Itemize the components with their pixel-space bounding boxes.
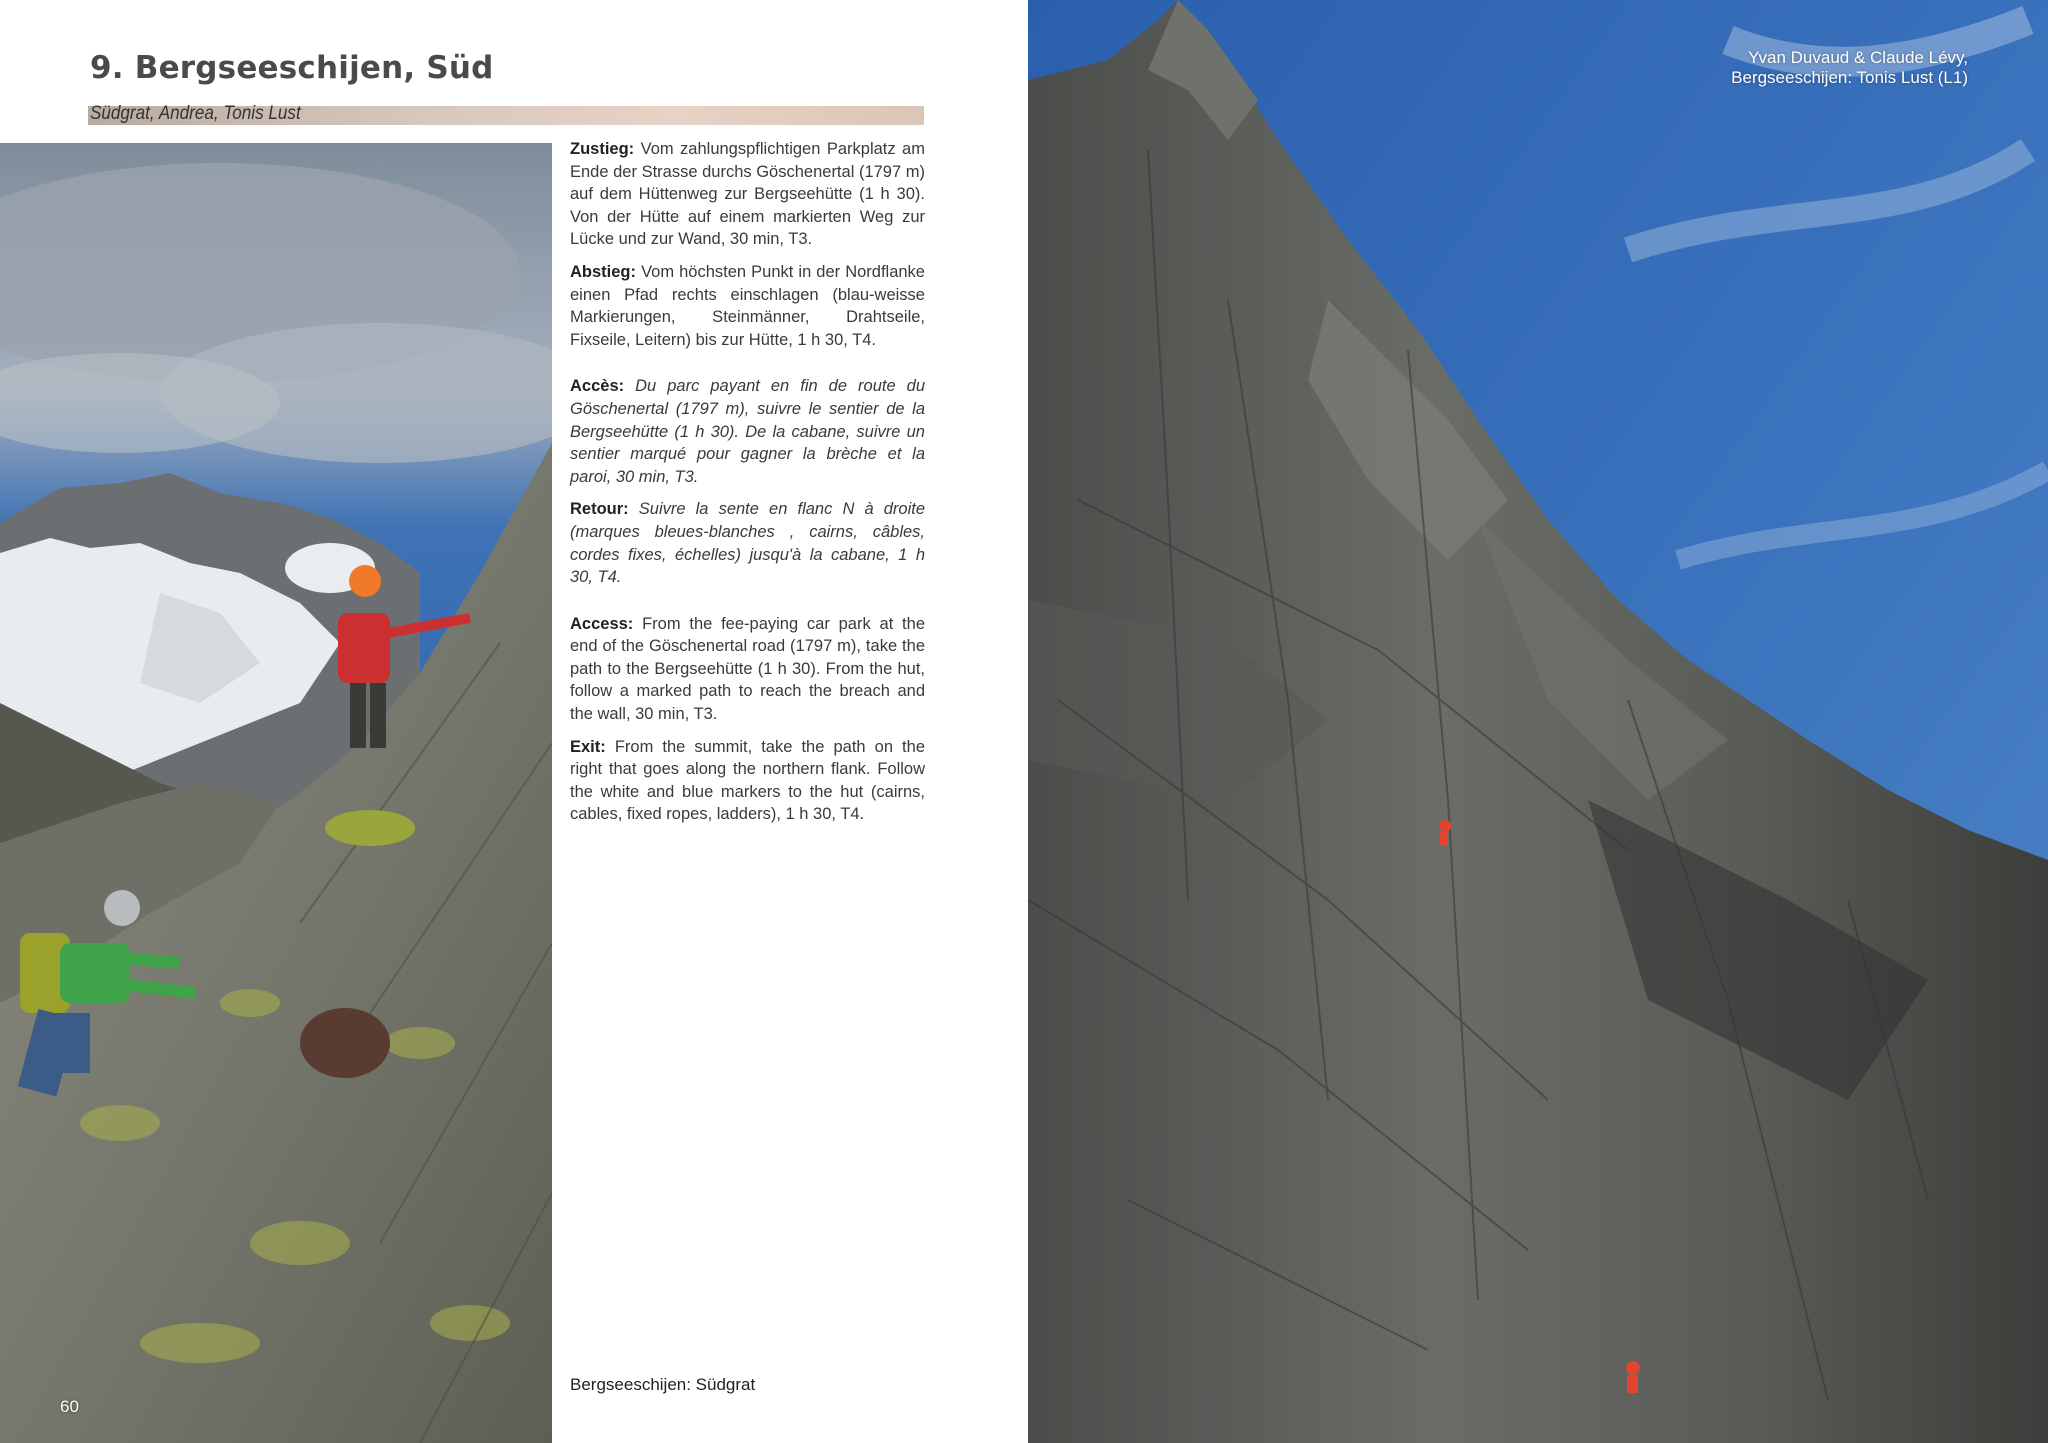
route-description: [570, 138, 925, 836]
acces-paragraph: [570, 375, 925, 488]
abstieg-paragraph: [570, 261, 925, 351]
exit-text: From the summit, take the path on the right that goes along the northern flank. Follow the white and blue markers to the hut (cairns, cables, fixed ropes, ladders), 1 h 30, T4.: [570, 737, 925, 824]
abstieg-label: Abstieg:: [570, 262, 636, 281]
access-paragraph: [570, 613, 925, 726]
ridge-climbers-photo: [0, 143, 552, 1443]
rock-wall-photo: [1028, 0, 2048, 1443]
bottom-caption: Bergseeschijen: Südgrat: [570, 1375, 756, 1394]
zustieg-label: Zustieg:: [570, 140, 635, 158]
zustieg-text: Vom zahlungspflichtigen Parkplatz am Ende der Strasse durchs Göschenertal (1797 m) auf dem Hüttenweg zur Bergseehütte (1 h 30). Von der Hütte auf einem markierten Weg zur Lücke und zur Wand, 30 min, T3.: [570, 140, 925, 249]
rock-wall-graphic: [1028, 0, 2048, 1443]
access-label: Access:: [570, 614, 634, 633]
credit-route: Bergseeschijen: Tonis Lust (L1): [1731, 68, 1968, 87]
route-subtitle: Südgrat, Andrea, Tonis Lust: [90, 103, 301, 124]
retour-label: Retour:: [570, 500, 629, 519]
climber-at-base: [1626, 1361, 1640, 1393]
abstieg-text: Vom höchsten Punkt in der Nordflanke einen Pfad rechts einschlagen (blau-weisse Markierungen, Steinmänner, Drahtseile, Fixseile, Leitern) bis zur Hütte, 1 h 30, T4.: [570, 262, 925, 349]
credit-authors: Yvan Duvaud & Claude Lévy,: [1748, 48, 1968, 67]
acces-text: Du parc payant en fin de route du Göschenertal (1797 m), suivre le sentier de la Bergseehütte (1 h 30). De la cabane, suivre un sentier marqué pour gagner la brèche et la paroi, 30 min, T3.: [570, 377, 925, 486]
acces-label: Accès:: [570, 377, 625, 396]
exit-label: Exit:: [570, 737, 606, 756]
retour-paragraph: [570, 498, 925, 588]
page-number: 60: [60, 1397, 79, 1416]
right-page: [1028, 0, 2048, 1443]
exit-paragraph: [570, 736, 925, 826]
photo-credit: [1731, 48, 1968, 88]
retour-text: Suivre la sente en flanc N à droite (marques bleues-blanches , cairns, câbles, cordes fixes, échelles) jusqu'à la cabane, 1 h 30, T4.: [570, 500, 926, 587]
ridge-photo-graphic: [0, 143, 552, 1443]
zustieg-paragraph: [570, 138, 925, 251]
access-text: From the fee-paying car park at the end of the Göschenertal road (1797 m), take the path to the Bergseehütte (1 h 30). From the hut, follow a marked path to reach the breach and the wall, 30 min, T3.: [570, 614, 925, 724]
page-title: 9. Bergseeschijen, Süd: [90, 50, 494, 86]
